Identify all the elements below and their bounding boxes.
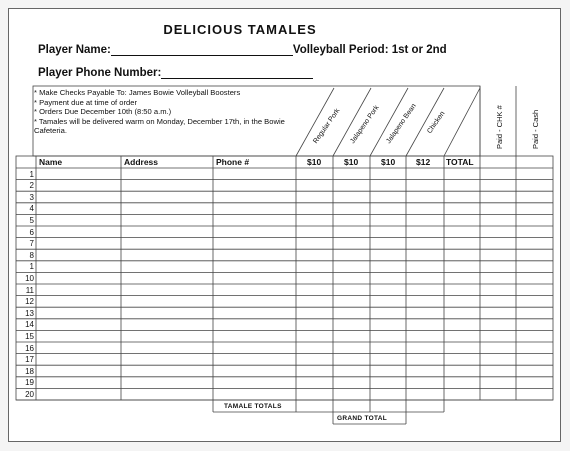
row-number: 11 — [25, 285, 34, 295]
player-phone-label: Player Phone Number: — [38, 67, 162, 79]
form-title: DELICIOUS TAMALES — [163, 22, 317, 37]
row-number: 3 — [29, 192, 34, 202]
grand-total-label: GRAND TOTAL — [337, 415, 387, 422]
row-number: 1 — [29, 262, 34, 272]
header-jalapeno-bean: Jalapeno Bean — [385, 102, 418, 145]
note-payment: * Payment due at time of order — [34, 97, 137, 107]
col-phone: Phone # — [216, 157, 250, 167]
header-jalapeno-pork: Jalapeno Pork — [349, 104, 381, 145]
note-due: * Orders Due December 10th (8:50 a.m.) — [34, 107, 172, 117]
row-number: 8 — [29, 250, 34, 260]
row-number: 18 — [25, 366, 34, 376]
header-regular-pork: Regular Pork — [312, 107, 342, 145]
col-name: Name — [39, 157, 63, 167]
row-number: 20 — [25, 389, 34, 399]
header-chicken: Chicken — [426, 110, 447, 135]
tamale-totals-label: TAMALE TOTALS — [224, 403, 282, 410]
row-number: 15 — [25, 331, 34, 341]
volleyball-period-label: Volleyball Period: 1st or 2nd — [292, 44, 447, 56]
col-total: TOTAL — [446, 157, 474, 167]
player-name-label: Player Name: — [38, 44, 111, 56]
row-number: 2 — [29, 181, 34, 191]
col-price-jalapeno-pork: $10 — [344, 157, 359, 167]
col-price-chicken: $12 — [416, 157, 431, 167]
row-number: 16 — [25, 343, 34, 353]
header-paid-check: Paid - CHK # — [495, 105, 504, 149]
row-number: 17 — [25, 355, 34, 365]
row-number: 1 — [29, 169, 34, 179]
col-address: Address — [124, 157, 159, 167]
col-price-jalapeno-bean: $10 — [381, 157, 396, 167]
header-paid-cash: Paid - Cash — [531, 109, 540, 149]
header-block-border — [33, 86, 480, 156]
row-number: 14 — [25, 320, 34, 330]
row-number: 10 — [25, 273, 34, 283]
row-number: 5 — [29, 215, 34, 225]
row-number: 12 — [25, 297, 34, 307]
note-delivery: * Tamales will be delivered warm on Monday, December 17th, in the Bowie Cafeteria. — [34, 116, 285, 136]
col-price-regular-pork: $10 — [307, 157, 322, 167]
row-number: 4 — [29, 204, 34, 214]
row-number: 6 — [29, 227, 34, 237]
note-checks: * Make Checks Payable To: James Bowie Volleyball Boosters — [34, 88, 241, 97]
row-number: 7 — [29, 239, 34, 249]
row-number: 19 — [25, 378, 34, 388]
row-number: 13 — [25, 308, 34, 318]
